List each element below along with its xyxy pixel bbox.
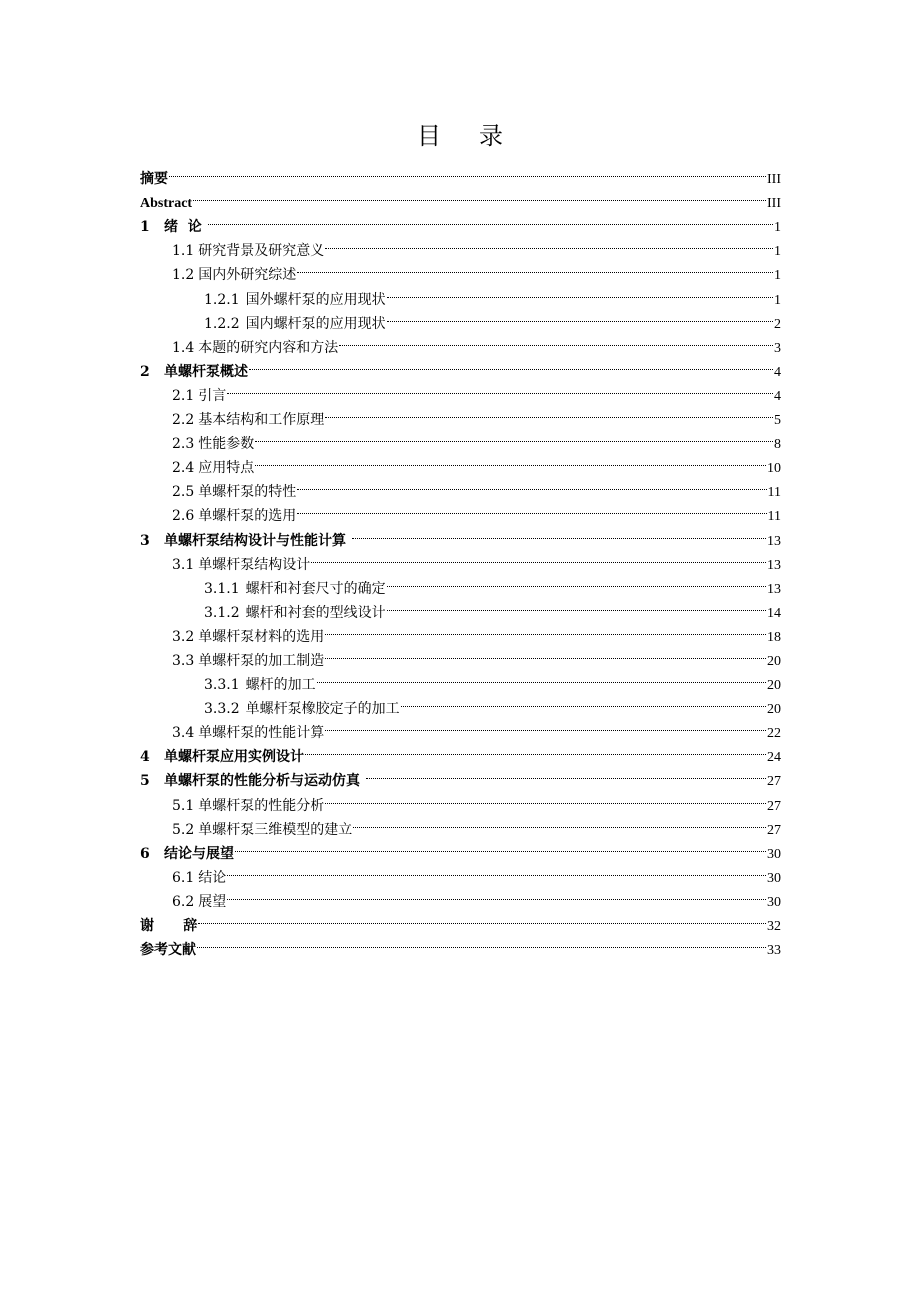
title-char-1: 目 [417,122,441,150]
toc-entry-page: 18 [767,629,781,645]
toc-dot-leader [198,906,766,930]
toc-entry[interactable] [140,376,781,404]
toc-entry-number: 6 [140,845,150,862]
toc-entry-number: 2.5 [172,484,195,501]
toc-dot-leader [311,545,766,569]
toc-entry-number: 3.1.1 [204,580,240,597]
toc-entry-page: 5 [774,413,781,429]
toc-entry-number: 2.4 [172,460,195,477]
toc-dot-leader [297,472,766,496]
toc-entry-label: 单螺杆泵的性能分析 [198,797,325,814]
toc-entry-label: 单螺杆泵的加工制造 [198,652,325,669]
toc-dot-leader [325,400,773,424]
toc-entry-number: 5.1 [172,797,195,814]
toc-entry-label: 单螺杆泵材料的选用 [198,628,325,645]
toc-entry-page: 13 [767,557,781,573]
toc-entry-number: 1.4 [172,339,195,356]
toc-entry-page: 30 [767,846,781,862]
toc-entry-page: 2 [774,316,781,332]
table-of-contents [140,159,781,959]
toc-dot-leader [227,858,766,882]
toc-entry[interactable] [140,858,781,886]
toc-entry-label: 单螺杆泵的性能计算 [198,725,325,742]
toc-entry-label: 性能参数 [198,436,255,453]
toc-entry-number: 3 [140,532,150,549]
toc-dot-leader [249,352,773,376]
toc-entry-page: 27 [767,822,781,838]
toc-entry-page: 1 [774,292,781,308]
toc-entry-label: 单螺杆泵的特性 [198,484,297,501]
toc-entry-label: 单螺杆泵概述 [164,363,248,380]
toc-entry[interactable] [140,400,781,429]
toc-dot-leader [325,785,766,809]
toc-dot-leader [325,713,766,737]
toc-entry-number: 1.2.1 [204,291,240,308]
toc-dot-leader [387,279,773,303]
toc-dot-leader [208,207,773,231]
toc-entry-label: 本题的研究内容和方法 [198,339,339,356]
toc-dot-leader [227,376,773,400]
toc-entry-page: 33 [767,943,781,959]
toc-entry-number: 1.2.2 [204,315,240,332]
toc-dot-leader [235,834,766,858]
toc-entry-label: 结论与展望 [164,845,234,862]
toc-entry-page: III [767,196,781,212]
toc-entry-label: 单螺杆泵三维模型的建立 [198,821,353,838]
toc-entry-label: 参考文献 [140,942,196,959]
toc-dot-leader [366,761,766,785]
toc-entry-label: 研究背景及研究意义 [198,243,325,260]
toc-dot-leader [193,183,766,207]
toc-entry-label: 单螺杆泵应用实例设计 [164,749,304,766]
toc-entry-page: 1 [774,244,781,260]
toc-entry-number: 2.3 [172,436,195,453]
toc-entry-page: 30 [767,894,781,910]
toc-entry-number: 6.1 [172,869,195,886]
toc-entry-page: 3 [774,340,781,356]
toc-entry-label: 单螺杆泵结构设计 [198,556,311,573]
toc-dot-leader [387,304,773,328]
toc-entry-number: 3.3 [172,652,195,669]
toc-entry-label: 国外螺杆泵的应用现状 [245,291,386,308]
toc-entry[interactable] [140,231,781,260]
toc-entry-label: 国内外研究综述 [198,267,297,284]
toc-dot-leader [297,255,773,279]
toc-dot-leader [317,665,766,689]
toc-dot-leader [305,737,766,761]
toc-entry-label: 应用特点 [198,460,255,477]
toc-entry-number: 5 [140,773,150,790]
toc-entry-label: 展望 [198,893,227,910]
toc-entry-number: 2.1 [172,387,195,404]
toc-entry-page: 1 [774,220,781,236]
toc-entry-number: 1.2 [172,267,195,284]
toc-entry[interactable] [140,906,781,934]
toc-entry-label: 绪 论 [164,219,207,236]
toc-entry-page: 4 [774,388,781,404]
toc-dot-leader [339,328,773,352]
toc-entry-page: 27 [767,774,781,790]
toc-entry-label: 单螺杆泵结构设计与性能计算 [164,532,351,549]
toc-entry-number: 3.1.2 [204,604,240,621]
toc-dot-leader [325,231,773,255]
toc-entry-label: 结论 [198,869,227,886]
toc-entry-label: 螺杆的加工 [245,677,316,694]
toc-entry-page: 8 [774,437,781,453]
toc-entry-label: 引言 [198,387,227,404]
toc-dot-leader [255,448,766,472]
toc-entry-label: 国内螺杆泵的应用现状 [245,315,386,332]
toc-dot-leader [227,882,766,906]
toc-entry-number: 3.3.2 [204,701,240,718]
toc-entry-label: 单螺杆泵的性能分析与运动仿真 [164,773,365,790]
toc-entry-page: 14 [767,605,781,621]
toc-dot-leader [401,689,766,713]
toc-entry-page: 10 [767,461,781,477]
toc-entry-number: 2.2 [172,412,195,429]
toc-entry-label: Abstract [140,196,193,212]
toc-entry-page: 20 [767,653,781,669]
toc-entry-label: 单螺杆泵橡胶定子的加工 [245,701,400,718]
title-char-2: 录 [479,122,503,150]
toc-entry-label: 螺杆和衬套尺寸的确定 [245,580,386,597]
toc-dot-leader [197,930,766,954]
toc-entry-page: 11 [767,485,781,501]
toc-entry-number: 4 [140,749,150,766]
toc-entry-page: 13 [767,581,781,597]
toc-entry-number: 3.1 [172,556,195,573]
toc-entry-label: 螺杆和衬套的型线设计 [245,604,386,621]
toc-entry-number: 1 [140,219,150,236]
toc-entry-page: 4 [774,364,781,380]
toc-entry-label: 单螺杆泵的选用 [198,508,297,525]
toc-entry[interactable] [140,159,781,188]
toc-dot-leader [255,424,773,448]
toc-entry-label: 基本结构和工作原理 [198,412,325,429]
toc-dot-leader [325,617,766,641]
toc-entry-page: 11 [767,509,781,525]
toc-entry-number: 2.6 [172,508,195,525]
toc-dot-leader [352,520,766,544]
toc-entry-page: III [767,172,781,188]
toc-entry[interactable] [140,183,781,212]
toc-entry-number: 1.1 [172,243,195,260]
toc-entry[interactable] [140,834,781,862]
toc-dot-leader [297,496,766,520]
toc-entry-page: 30 [767,870,781,886]
toc-entry-page: 22 [767,726,781,742]
toc-entry-page: 20 [767,702,781,718]
toc-dot-leader [325,641,766,665]
toc-entry-number: 6.2 [172,893,195,910]
toc-entry-number: 2 [140,363,150,380]
toc-entry-page: 13 [767,533,781,549]
toc-entry-page: 20 [767,678,781,694]
toc-dot-leader [387,569,766,593]
toc-entry-label: 摘要 [140,171,168,188]
toc-entry-page: 1 [774,268,781,284]
toc-entry-page: 27 [767,798,781,814]
toc-entry-number: 5.2 [172,821,195,838]
toc-entry-label: 谢 辞 [140,918,198,934]
toc-dot-leader [353,810,766,834]
toc-entry-number: 3.4 [172,725,195,742]
toc-entry-page: 24 [767,750,781,766]
toc-dot-leader [169,159,766,183]
toc-entry-page: 32 [767,919,781,934]
toc-entry-number: 3.3.1 [204,677,240,694]
toc-entry[interactable] [140,207,781,236]
toc-entry-number: 3.2 [172,628,195,645]
toc-entry[interactable] [140,930,781,959]
toc-dot-leader [387,593,766,617]
page-title [0,116,920,151]
toc-entry[interactable] [140,882,781,910]
